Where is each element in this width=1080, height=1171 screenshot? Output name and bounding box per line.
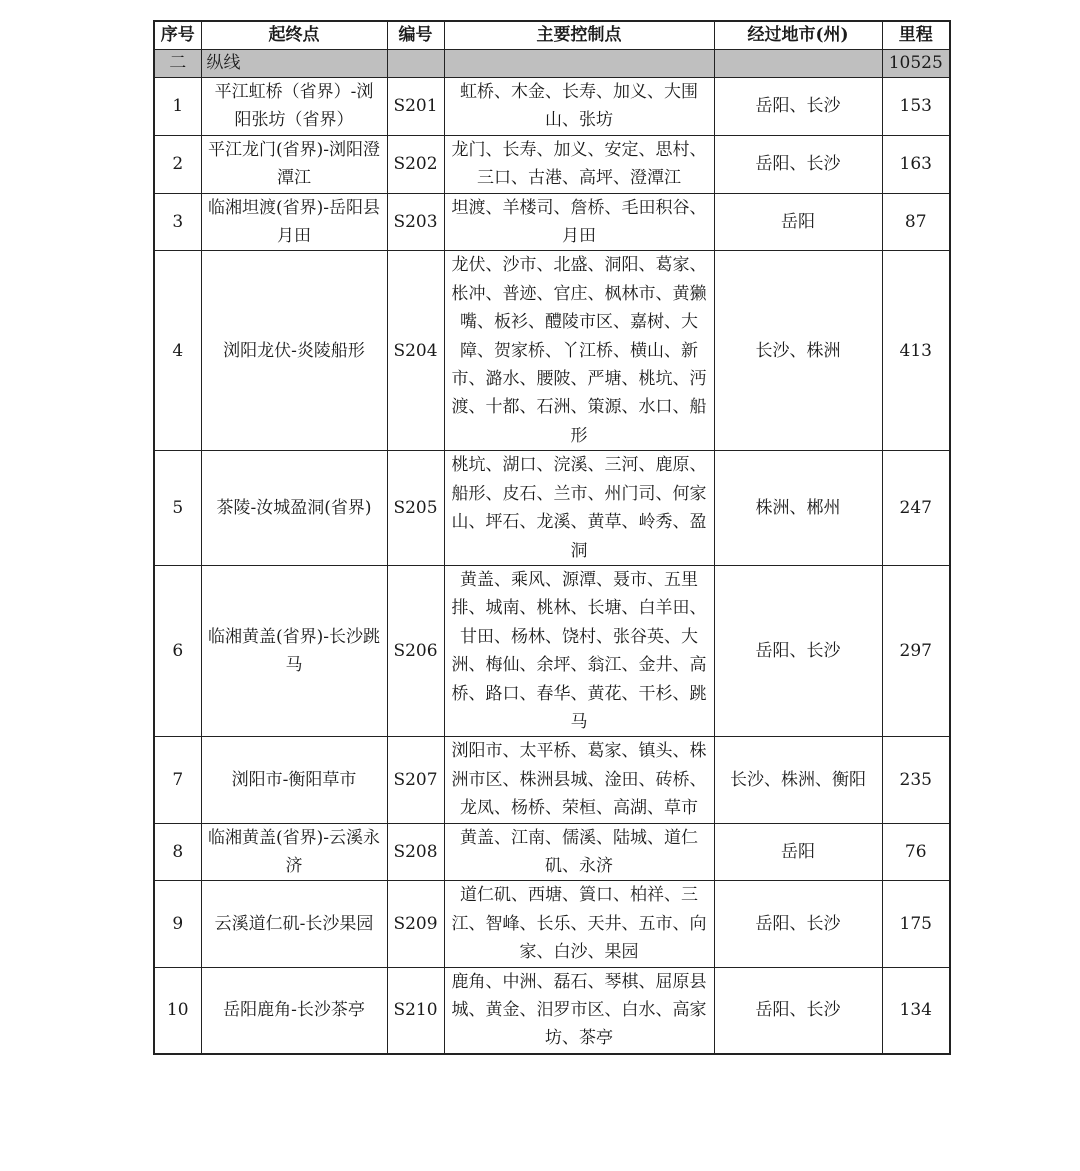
row-endpoints: 临湘坦渡(省界)-岳阳县月田 xyxy=(201,193,387,251)
row-mileage: 87 xyxy=(882,193,950,251)
table-row xyxy=(154,451,950,566)
row-cities: 长沙、株洲、衡阳 xyxy=(714,737,882,823)
row-code: S201 xyxy=(387,78,444,136)
table-row xyxy=(154,881,950,967)
row-index: 4 xyxy=(154,251,201,451)
row-endpoints: 平江龙门(省界)-浏阳澄潭江 xyxy=(201,135,387,193)
row-code: S202 xyxy=(387,135,444,193)
row-control-points: 龙门、长寿、加义、安定、思村、三口、古港、高坪、澄潭江 xyxy=(444,135,714,193)
row-cities: 岳阳、长沙 xyxy=(714,135,882,193)
row-mileage: 297 xyxy=(882,565,950,736)
row-code: S204 xyxy=(387,251,444,451)
section-row xyxy=(154,50,950,78)
table-row xyxy=(154,193,950,251)
row-code: S203 xyxy=(387,193,444,251)
row-index: 10 xyxy=(154,967,201,1054)
header-row xyxy=(154,21,950,50)
row-endpoints: 云溪道仁矶-长沙果园 xyxy=(201,881,387,967)
table-row xyxy=(154,135,950,193)
row-cities: 岳阳 xyxy=(714,823,882,881)
row-cities: 岳阳、长沙 xyxy=(714,967,882,1054)
row-cities: 长沙、株洲 xyxy=(714,251,882,451)
section-mileage: 10525 xyxy=(882,50,950,78)
header-code: 编号 xyxy=(387,21,444,50)
row-index: 6 xyxy=(154,565,201,736)
row-code: S205 xyxy=(387,451,444,566)
row-cities: 岳阳、长沙 xyxy=(714,881,882,967)
row-endpoints: 临湘黄盖(省界)-云溪永济 xyxy=(201,823,387,881)
row-code: S206 xyxy=(387,565,444,736)
row-mileage: 76 xyxy=(882,823,950,881)
row-index: 5 xyxy=(154,451,201,566)
row-control-points: 桃坑、湖口、浣溪、三河、鹿原、船形、皮石、兰市、州门司、何家山、坪石、龙溪、黄草、岭秀、盈洞 xyxy=(444,451,714,566)
row-control-points: 黄盖、江南、儒溪、陆城、道仁矶、永济 xyxy=(444,823,714,881)
row-index: 9 xyxy=(154,881,201,967)
section-empty-cell xyxy=(387,50,444,78)
header-endpoints: 起终点 xyxy=(201,21,387,50)
row-mileage: 235 xyxy=(882,737,950,823)
section-label: 纵线 xyxy=(201,50,387,78)
row-control-points: 龙伏、沙市、北盛、洞阳、葛家、枨冲、普迹、官庄、枫林市、黄獭嘴、板衫、醴陵市区、嘉树、大障、贺家桥、丫江桥、横山、新市、潞水、腰陂、严塘、桃坑、沔渡、十都、石洲、策源、水口、船形 xyxy=(444,251,714,451)
row-code: S209 xyxy=(387,881,444,967)
row-mileage: 247 xyxy=(882,451,950,566)
row-control-points: 浏阳市、太平桥、葛家、镇头、株洲市区、株洲县城、淦田、砖桥、龙凤、杨桥、荣桓、高湖、草市 xyxy=(444,737,714,823)
table-row xyxy=(154,823,950,881)
row-index: 1 xyxy=(154,78,201,136)
row-endpoints: 平江虹桥（省界）-浏阳张坊（省界） xyxy=(201,78,387,136)
row-endpoints: 岳阳鹿角-长沙茶亭 xyxy=(201,967,387,1054)
section-empty-cell xyxy=(444,50,714,78)
row-endpoints: 茶陵-汝城盈洞(省界) xyxy=(201,451,387,566)
row-index: 2 xyxy=(154,135,201,193)
row-control-points: 鹿角、中洲、磊石、琴棋、屈原县城、黄金、汨罗市区、白水、高家坊、茶亭 xyxy=(444,967,714,1054)
section-empty-cell xyxy=(714,50,882,78)
row-cities: 岳阳 xyxy=(714,193,882,251)
row-mileage: 175 xyxy=(882,881,950,967)
row-mileage: 413 xyxy=(882,251,950,451)
table-row xyxy=(154,737,950,823)
row-cities: 岳阳、长沙 xyxy=(714,78,882,136)
row-code: S210 xyxy=(387,967,444,1054)
row-mileage: 153 xyxy=(882,78,950,136)
header-cities: 经过地市(州) xyxy=(714,21,882,50)
row-index: 3 xyxy=(154,193,201,251)
row-code: S208 xyxy=(387,823,444,881)
header-index: 序号 xyxy=(154,21,201,50)
row-mileage: 163 xyxy=(882,135,950,193)
row-cities: 岳阳、长沙 xyxy=(714,565,882,736)
row-cities: 株洲、郴州 xyxy=(714,451,882,566)
table-row xyxy=(154,251,950,451)
table-row xyxy=(154,967,950,1054)
row-control-points: 虹桥、木金、长寿、加义、大围山、张坊 xyxy=(444,78,714,136)
table-row xyxy=(154,565,950,736)
header-mileage: 里程 xyxy=(882,21,950,50)
row-control-points: 坦渡、羊楼司、詹桥、毛田积谷、月田 xyxy=(444,193,714,251)
road-table xyxy=(153,20,951,1055)
section-index: 二 xyxy=(154,50,201,78)
row-control-points: 道仁矶、西塘、篢口、柏祥、三江、智峰、长乐、天井、五市、向家、白沙、果园 xyxy=(444,881,714,967)
row-mileage: 134 xyxy=(882,967,950,1054)
row-endpoints: 浏阳市-衡阳草市 xyxy=(201,737,387,823)
row-index: 8 xyxy=(154,823,201,881)
row-endpoints: 临湘黄盖(省界)-长沙跳马 xyxy=(201,565,387,736)
row-index: 7 xyxy=(154,737,201,823)
row-control-points: 黄盖、乘风、源潭、聂市、五里排、城南、桃林、长塘、白羊田、甘田、杨林、饶村、张谷英、大洲、梅仙、余坪、翁江、金井、高桥、路口、春华、黄花、干杉、跳马 xyxy=(444,565,714,736)
row-endpoints: 浏阳龙伏-炎陵船形 xyxy=(201,251,387,451)
row-code: S207 xyxy=(387,737,444,823)
table-row xyxy=(154,78,950,136)
header-control-points: 主要控制点 xyxy=(444,21,714,50)
